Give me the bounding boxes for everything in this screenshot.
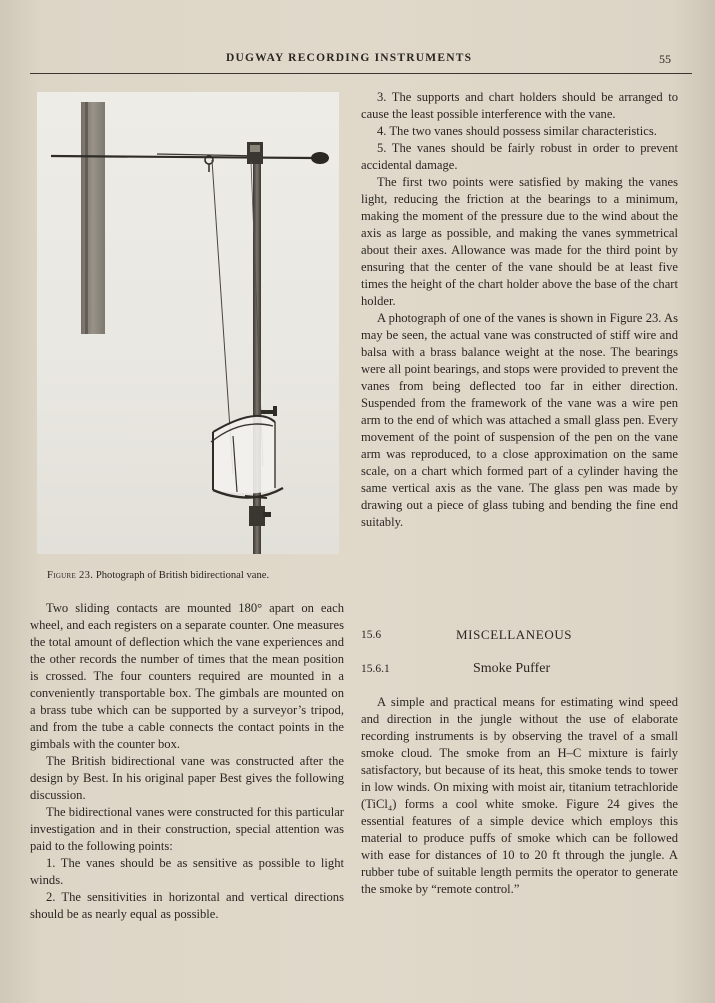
subsection-heading	[361, 661, 678, 681]
figure-caption-text: Photograph of British bidirectional vane.	[95, 570, 270, 581]
list-item: 4. The two vanes should possess similar characteristics.	[377, 124, 657, 138]
page-number: 55	[659, 52, 671, 66]
right-column-top	[361, 89, 678, 531]
paragraph: A simple and practical means for estimating wind speed and direction in the jungle without the use of elaborate recording instruments is by observing the travel of a small smoke cloud. The smoke from an H–C mixture is fairly satisfactory, but because of its heat, this smoke tends to tower in low winds. On mixing with moist air, titanium tetrachloride (TiCl₄) forms a cool white smoke. Figure 24 gives the essential features of a simple device which employs this material to produce puffs of smoke which can be followed with ease for distances of 10 to 20 ft through the jungle. A rubber tube of suitable length permits the operator to generate the smoke by “remote control.”	[361, 695, 678, 896]
running-head	[0, 52, 715, 72]
figure-label: Figure 23.	[47, 570, 94, 581]
figure-photograph	[37, 92, 339, 554]
paragraph: The British bidirectional vane was constructed after the design by Best. In his original paper Best gives the following discussion.	[30, 754, 344, 802]
list-item: 1. The vanes should be as sensitive as possible to light winds.	[30, 856, 344, 887]
running-head-title: DUGWAY RECORDING INSTRUMENTS	[226, 52, 473, 64]
paragraph: The first two points were satisfied by making the vanes light, reducing the friction at the bearings to a minimum, making the moment of the pressure due to the wind about the axis as large as possible, and making the vanes symmetrical about their axes. Allowance was made for the third point by ensuring that the center of the vane should be at least five times the height of the chart holder above the base of the chart holder.	[361, 175, 678, 308]
section-heading	[361, 627, 678, 647]
list-item: 5. The vanes should be fairly robust in order to prevent accidental damage.	[361, 141, 678, 172]
bidirectional-vane-photo	[37, 92, 339, 554]
header-rule	[30, 73, 692, 74]
list-item: 3. The supports and chart holders should be arranged to cause the least possible interference with the vane.	[361, 90, 678, 121]
left-column	[30, 600, 344, 923]
section-number: 15.6	[361, 629, 382, 641]
section-title: MISCELLANEOUS	[456, 627, 573, 642]
list-item: 2. The sensitivities in horizontal and vertical directions should be as nearly equal as possible.	[30, 890, 344, 921]
paragraph: Two sliding contacts are mounted 180° apart on each wheel, and each registers on a separate counter. One measures the total amount of deflection which the vane experiences and the other records the number of times that the mean position is crossed. The four counters required are mounted in a conveniently transportable box. The gimbals are mounted on a brass tube which can be supported by a surveyor’s tripod, and from the tube a cable connects the contact points in the gimbals with the counter box.	[30, 601, 344, 751]
paragraph: A photograph of one of the vanes is shown in Figure 23. As may be seen, the actual vane was constructed of stiff wire and balsa with a brass balance weight at the nose. The bearings were all point bearings, and stops were provided to prevent the vanes from being deflected too far in either direction. Suspended from the framework of the vane was a wire pen arm to the end of which was attached a small glass pen. Every movement of the point of suspension of the pen on the vane arm was reproduced, to a close approximation on the same scale, on a chart which formed part of a cylinder having the same vertical axis as the vane. The glass pen was made by drawing out a piece of glass tubing and bending the fine end suitably.	[361, 311, 678, 529]
right-column-bottom	[361, 694, 678, 898]
subsection-title: Smoke Puffer	[473, 661, 551, 676]
paragraph: The bidirectional vanes were constructed for this particular investigation and in their construction, special attention was paid to the following points:	[30, 805, 344, 853]
figure-caption	[47, 569, 347, 583]
subsection-number: 15.6.1	[361, 663, 390, 675]
